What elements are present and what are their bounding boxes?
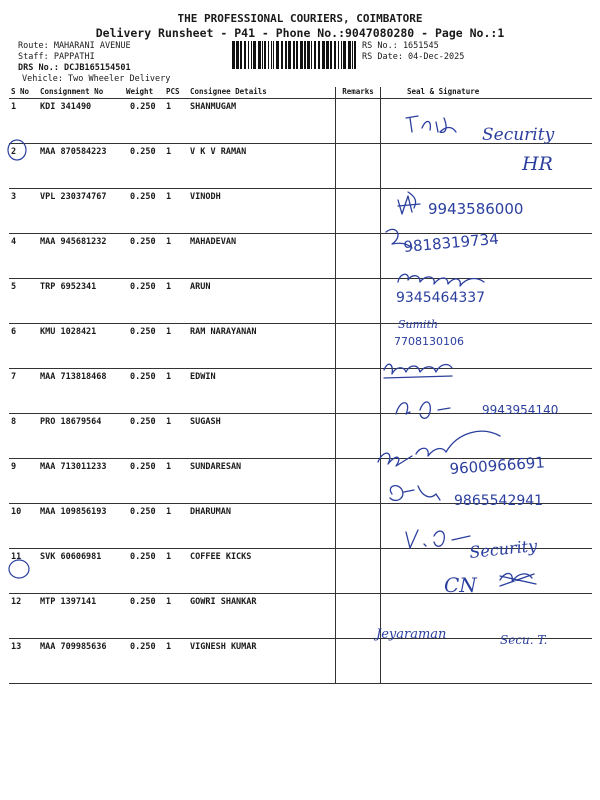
barcode-bar — [352, 41, 353, 69]
header-consignment: Consignment No — [38, 87, 124, 99]
row-consignee: SHANMUGAM — [188, 99, 336, 144]
row-weight: 0.250 — [124, 414, 164, 459]
row-8-phone-text: 9943954140 — [482, 403, 559, 417]
barcode-bar — [248, 41, 249, 69]
row-remarks-cell — [336, 639, 381, 684]
row-sno: 6 — [9, 324, 38, 369]
rs-date: RS Date: 04-Dec-2025 — [362, 52, 465, 62]
table-row — [9, 144, 592, 189]
row-remarks-cell — [336, 324, 381, 369]
row-3-phone-text: 9943586000 — [428, 200, 524, 218]
barcode-bar — [273, 41, 274, 69]
row-sno: 7 — [9, 369, 38, 414]
barcode-bar — [314, 41, 316, 69]
row-signature-cell — [381, 99, 593, 144]
row-remarks-cell — [336, 459, 381, 504]
row-signature-cell — [381, 414, 593, 459]
row-consignment-no: MAA 945681232 — [38, 234, 124, 279]
row-consignment-no: PRO 18679564 — [38, 414, 124, 459]
barcode-bar — [293, 41, 295, 69]
row-pcs: 1 — [164, 639, 188, 684]
row-consignment-no: MAA 709985636 — [38, 639, 124, 684]
row-weight: 0.250 — [124, 279, 164, 324]
staff-label: Staff: PAPPATHI — [18, 52, 95, 62]
table-row — [9, 639, 592, 684]
table-row — [9, 279, 592, 324]
row-consignee: EDWIN — [188, 369, 336, 414]
runsheet-table — [9, 87, 592, 684]
row-remarks-cell — [336, 189, 381, 234]
barcode-bar — [322, 41, 325, 69]
row-sno: 3 — [9, 189, 38, 234]
header-weight: Weight — [124, 87, 164, 99]
row-sno: 9 — [9, 459, 38, 504]
barcode-bar — [271, 41, 272, 69]
row-weight: 0.250 — [124, 144, 164, 189]
row-signature-cell — [381, 549, 593, 594]
row-weight: 0.250 — [124, 189, 164, 234]
row-remarks-cell — [336, 594, 381, 639]
table-row — [9, 459, 592, 504]
barcode-bar — [348, 41, 351, 69]
row-remarks-cell — [336, 414, 381, 459]
barcode-bar — [236, 41, 239, 69]
barcode-image — [232, 41, 356, 69]
row-pcs: 1 — [164, 549, 188, 594]
barcode-bar — [296, 41, 298, 69]
row-remarks-cell — [336, 99, 381, 144]
header-consignee: Consignee Details — [188, 87, 336, 99]
barcode-bar — [338, 41, 339, 69]
row-sno: 4 — [9, 234, 38, 279]
row-weight: 0.250 — [124, 459, 164, 504]
row-pcs: 1 — [164, 459, 188, 504]
row-signature-cell — [381, 234, 593, 279]
drs-number: DRS No.: DCJB165154501 — [18, 63, 131, 73]
row-sno: 11 — [9, 549, 38, 594]
row-consignment-no: KMU 1028421 — [38, 324, 124, 369]
table-row — [9, 189, 592, 234]
row-pcs: 1 — [164, 594, 188, 639]
barcode-bar — [285, 41, 287, 69]
barcode-bar — [330, 41, 332, 69]
row-consignee: VIGNESH KUMAR — [188, 639, 336, 684]
row-consignment-no: MAA 713011233 — [38, 459, 124, 504]
row-consignee: MAHADEVAN — [188, 234, 336, 279]
row-signature-cell — [381, 639, 593, 684]
row-sno: 12 — [9, 594, 38, 639]
row-sno: 2 — [9, 144, 38, 189]
row-6-phone-text: 7708130106 — [394, 335, 464, 348]
row-weight: 0.250 — [124, 99, 164, 144]
row-weight: 0.250 — [124, 234, 164, 279]
barcode-bar — [288, 41, 291, 69]
row-consignee: SUNDARESAN — [188, 459, 336, 504]
row-weight: 0.250 — [124, 549, 164, 594]
row-signature-cell — [381, 369, 593, 414]
barcode-bar — [240, 41, 242, 69]
row-remarks-cell — [336, 549, 381, 594]
barcode-bar — [264, 41, 266, 69]
row-10-phone-text: 9865542941 — [454, 493, 544, 509]
row-consignment-no: SVK 60606981 — [38, 549, 124, 594]
row-weight: 0.250 — [124, 369, 164, 414]
row-consignment-no: TRP 6952341 — [38, 279, 124, 324]
header-signature: Seal & Signature — [381, 87, 593, 99]
barcode-bar — [326, 41, 329, 69]
row-remarks-cell — [336, 144, 381, 189]
company-title: THE PROFESSIONAL COURIERS, COIMBATORE — [177, 12, 423, 25]
vehicle-label: Vehicle: Two Wheeler Delivery — [22, 74, 171, 84]
row-consignee: COFFEE KICKS — [188, 549, 336, 594]
barcode-bar — [281, 41, 283, 69]
row-12-note-text: CN — [444, 573, 477, 597]
row-weight: 0.250 — [124, 639, 164, 684]
table-header-row — [9, 87, 592, 99]
barcode-bar — [354, 41, 356, 69]
row-sno: 13 — [9, 639, 38, 684]
barcode-bar — [253, 41, 256, 69]
table-row — [9, 369, 592, 414]
row-consignment-no: MAA 713818468 — [38, 369, 124, 414]
row-pcs: 1 — [164, 504, 188, 549]
row-11-note-text: Security — [468, 535, 538, 562]
row-weight: 0.250 — [124, 504, 164, 549]
row-consignee: ARUN — [188, 279, 336, 324]
row-1-note-text: Security — [482, 125, 555, 145]
row-weight: 0.250 — [124, 594, 164, 639]
row-consignment-no: VPL 230374767 — [38, 189, 124, 234]
row-consignee: V K V RAMAN — [188, 144, 336, 189]
row-pcs: 1 — [164, 414, 188, 459]
barcode-bar — [262, 41, 263, 69]
row-13-note-text: Secu. T. — [500, 633, 548, 647]
barcode-bar — [232, 41, 235, 69]
table-row — [9, 594, 592, 639]
row-remarks-cell — [336, 234, 381, 279]
row-sno: 8 — [9, 414, 38, 459]
row-signature-cell — [381, 594, 593, 639]
row-signature-cell — [381, 324, 593, 369]
row-consignment-no: MAA 870584223 — [38, 144, 124, 189]
barcode-bar — [307, 41, 310, 69]
barcode-bar — [343, 41, 346, 69]
row-consignment-no: MTP 1397141 — [38, 594, 124, 639]
row-pcs: 1 — [164, 189, 188, 234]
row-sno: 10 — [9, 504, 38, 549]
barcode-bar — [244, 41, 246, 69]
barcode-bar — [268, 41, 269, 69]
row-4-phone-text: 9818319734 — [402, 229, 500, 256]
row-pcs: 1 — [164, 99, 188, 144]
row-signature-cell — [381, 279, 593, 324]
row-pcs: 1 — [164, 279, 188, 324]
row-signature-cell — [381, 144, 593, 189]
row-sno: 1 — [9, 99, 38, 144]
row-weight: 0.250 — [124, 324, 164, 369]
row-pcs: 1 — [164, 324, 188, 369]
header-pcs: PCS — [164, 87, 188, 99]
row-pcs: 1 — [164, 234, 188, 279]
row-consignee: VINODH — [188, 189, 336, 234]
row-remarks-cell — [336, 504, 381, 549]
row-consignee: DHARUMAN — [188, 504, 336, 549]
row-remarks-cell — [336, 369, 381, 414]
barcode-bar — [304, 41, 306, 69]
barcode-bar — [318, 41, 320, 69]
row-consignee: GOWRI SHANKAR — [188, 594, 336, 639]
header-remarks: Remarks — [336, 87, 381, 99]
barcode-bar — [311, 41, 312, 69]
row-13-name-text: Jeyaraman — [376, 627, 447, 642]
row-9-phone-text: 9600966691 — [449, 453, 546, 478]
row-2-note-text: HR — [522, 153, 553, 175]
row-signature-cell — [381, 459, 593, 504]
table-row — [9, 504, 592, 549]
runsheet-subtitle: Delivery Runsheet - P41 - Phone No.:9047080280 - Page No.:1 — [95, 26, 505, 40]
row-5-phone-text: 9345464337 — [396, 290, 486, 306]
barcode-bar — [334, 41, 336, 69]
row-remarks-cell — [336, 279, 381, 324]
row-pcs: 1 — [164, 144, 188, 189]
row-signature-cell — [381, 504, 593, 549]
row-consignment-no: MAA 109856193 — [38, 504, 124, 549]
table-row — [9, 234, 592, 279]
row-consignee: SUGASH — [188, 414, 336, 459]
barcode-bar — [341, 41, 342, 69]
route-label: Route: MAHARANI AVENUE — [18, 41, 131, 51]
barcode-bar — [258, 41, 261, 69]
row-consignee: RAM NARAYANAN — [188, 324, 336, 369]
row-6-name-text: Sumith — [398, 318, 439, 331]
rs-number: RS No.: 1651545 — [362, 41, 439, 51]
table-row — [9, 99, 592, 144]
table-row — [9, 324, 592, 369]
barcode-bar — [251, 41, 252, 69]
row-consignment-no: KDI 341490 — [38, 99, 124, 144]
barcode-bar — [300, 41, 303, 69]
table-row — [9, 549, 592, 594]
row-pcs: 1 — [164, 369, 188, 414]
header-sno: S No — [9, 87, 38, 99]
row-signature-cell — [381, 189, 593, 234]
table-row — [9, 414, 592, 459]
row-sno: 5 — [9, 279, 38, 324]
barcode-bar — [276, 41, 279, 69]
